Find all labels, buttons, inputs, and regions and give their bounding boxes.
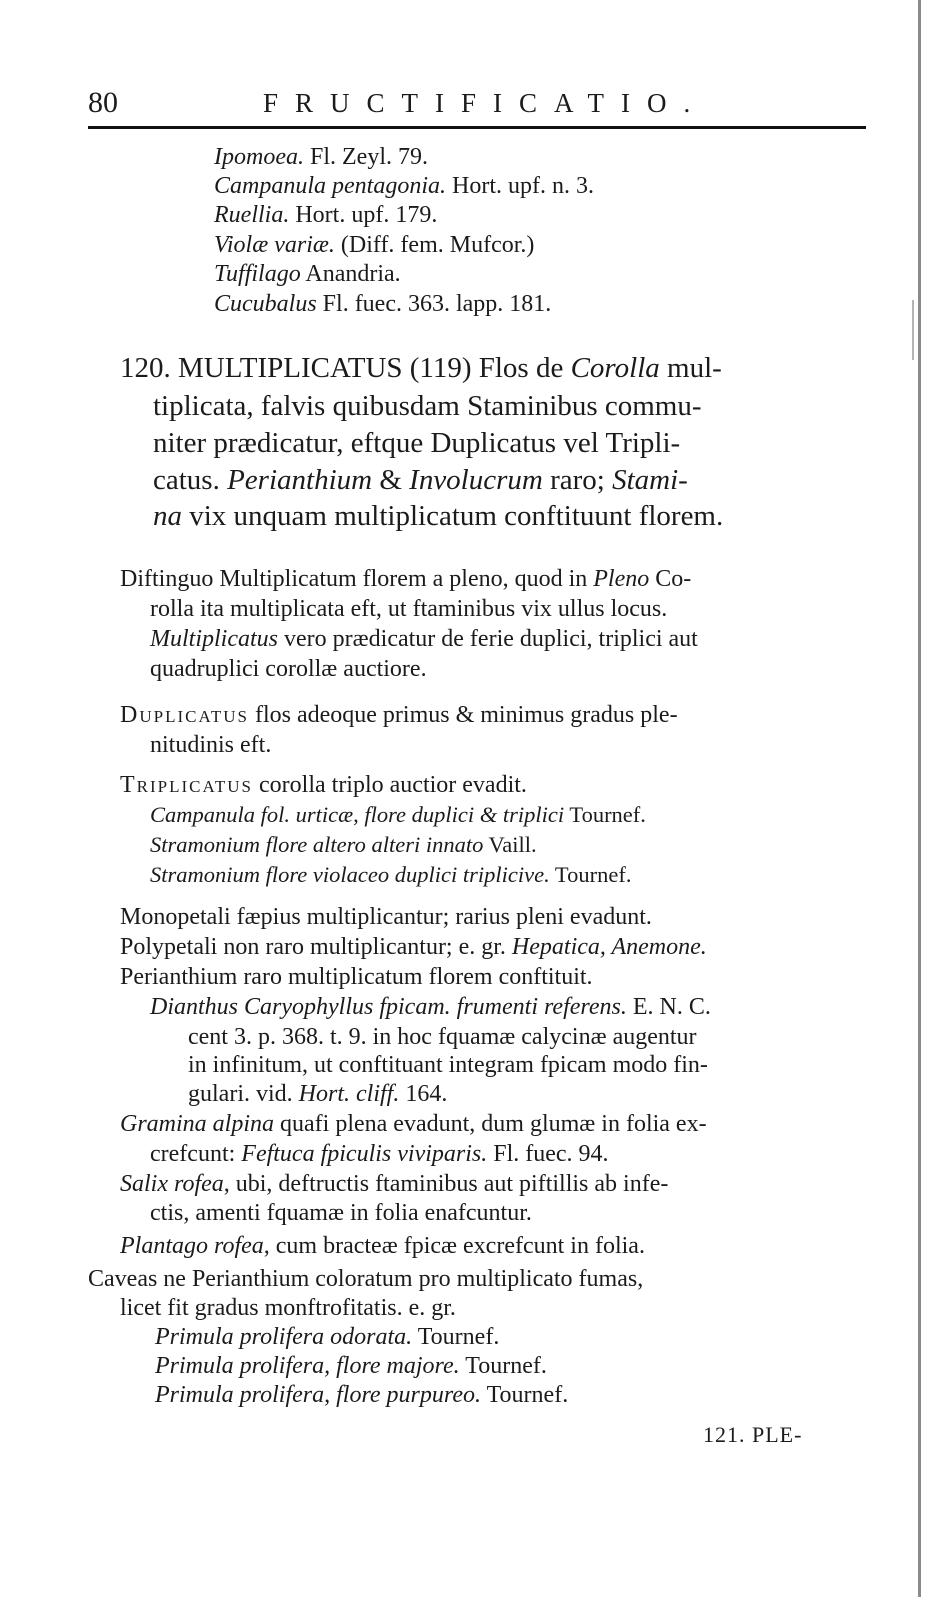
page-edge-rule [918, 0, 921, 1597]
distinguo-line [150, 656, 427, 683]
text-run: gulari. vid. [188, 1081, 299, 1107]
reference: Fl. Zeyl. 79. [303, 144, 428, 170]
text-run: Pleno [593, 566, 650, 592]
text-run: 120. MULTIPLICATUS (119) Flos de [120, 352, 571, 384]
distinguo-line [150, 596, 667, 623]
text-run: Primula prolifera odorata. [155, 1324, 413, 1350]
text-run: Monopetali fæpius multiplicantur; rarius pleni evadunt. [120, 904, 652, 930]
text-run: Vaill. [483, 832, 537, 857]
triplicatus-line [150, 862, 631, 888]
text-run: Stramonium flore altero alteri innato [150, 832, 484, 857]
duplicatus-line [120, 702, 678, 729]
text-run: cent 3. p. 368. t. 9. in hoc fquamæ calycinæ augentur [188, 1024, 697, 1050]
monopetali-line [120, 904, 652, 931]
section-120-line [153, 464, 688, 497]
text-run: , cum bracteæ fpicæ excrefcunt in folia. [263, 1233, 645, 1259]
section-120-line [153, 390, 702, 423]
section-120-line [153, 427, 680, 460]
text-run: raro; [542, 464, 613, 496]
text-run: Salix rofea [120, 1171, 224, 1197]
example-line [214, 202, 437, 229]
text-run: Tournef. [412, 1324, 500, 1350]
monopetali-line [120, 1171, 668, 1198]
triplicatus-line [150, 802, 646, 828]
genus-name: Violæ variæ. [214, 232, 335, 258]
text-run: quadruplici corollæ auctiore. [150, 656, 427, 682]
monopetali-line [120, 1233, 645, 1260]
monopetali-line [120, 964, 593, 991]
text-run: tiplicata, falvis quibusdam Staminibus commu- [153, 390, 702, 422]
text-run: Multiplicatus [150, 626, 278, 652]
text-run: Dianthus Caryophyllus fpicam. frumenti referens. [150, 994, 627, 1020]
text-run: Tournef. [564, 802, 646, 827]
section-120-line [120, 352, 722, 385]
monopetali-line [150, 994, 711, 1021]
text-run: Fl. fuec. 94. [487, 1141, 609, 1167]
page-number: 80 [88, 86, 118, 119]
text-run: Feftuca fpiculis viviparis. [241, 1141, 488, 1167]
text-run: Campanula fol. urticæ, flore duplici & triplici [150, 802, 565, 827]
reference: Hort. upf. n. 3. [446, 173, 594, 199]
caveas-line [155, 1324, 499, 1351]
page-edge-mark [912, 300, 914, 360]
text-run: Co- [649, 566, 692, 592]
example-line [214, 173, 594, 200]
monopetali-line [188, 1052, 708, 1079]
text-run: in infinitum, ut conftituant integram fpicam modo fin- [188, 1052, 708, 1078]
text-run: vix unquam multiplicatum conftituunt florem. [182, 500, 724, 532]
text-run: flos adeoque primus & minimus gradus ple- [248, 702, 678, 728]
caveas-line [120, 1295, 456, 1322]
text-run: & [372, 464, 410, 496]
genus-name: Cucubalus [214, 291, 317, 317]
text-run: corolla triplo auctior evadit. [253, 772, 527, 798]
text-run: Primula prolifera, flore purpureo. [155, 1382, 481, 1408]
text-run: vero prædicatur de ferie duplici, triplici aut [278, 626, 698, 652]
reference: Hort. upf. 179. [289, 202, 438, 228]
text-run: crefcunt: [150, 1141, 242, 1167]
text-run: Diftinguo Multiplicatum florem a pleno, quod in [120, 566, 594, 592]
text-run: Tournef. [549, 862, 632, 887]
text-run: catus. [153, 464, 228, 496]
text-run: licet fit gradus monftrofitatis. e. gr. [120, 1295, 456, 1321]
reference: (Diff. fem. Mufcor.) [334, 232, 535, 258]
monopetali-line [120, 1111, 707, 1138]
text-run: Perianthium [227, 464, 373, 496]
text-run: Stramonium flore violaceo duplici triplicive. [150, 862, 550, 887]
text-run: Primula prolifera, flore majore. [155, 1353, 460, 1379]
distinguo-line [120, 566, 691, 593]
text-run: E. N. C. [626, 994, 711, 1020]
triplicatus-line [150, 832, 537, 858]
text-run: Tournef. [481, 1382, 569, 1408]
reference: Fl. fuec. 363. lapp. 181. [316, 291, 552, 317]
text-run: Involucrum [409, 464, 543, 496]
text-run: na [153, 500, 182, 532]
text-run: ctis, amenti fquamæ in folia enafcuntur. [150, 1200, 532, 1226]
example-line [214, 291, 551, 318]
text-run: Triplicatus [120, 772, 254, 798]
genus-name: Tuffilago [214, 261, 301, 287]
page-header [88, 86, 868, 122]
example-line [214, 144, 428, 171]
text-run: Perianthium raro multiplicatum florem conftituit. [120, 964, 593, 990]
distinguo-line [150, 626, 698, 653]
text-run: Caveas ne Perianthium coloratum pro multiplicato fumas, [88, 1266, 644, 1292]
text-run: 164. [399, 1081, 448, 1107]
text-run: quafi plena evadunt, dum glumæ in folia ex- [274, 1111, 707, 1137]
caveas-line [155, 1353, 547, 1380]
monopetali-line [120, 934, 707, 961]
duplicatus-line [150, 732, 271, 759]
monopetali-line [188, 1081, 447, 1108]
text-run: Hort. cliff. [298, 1081, 400, 1107]
text-run: Duplicatus [120, 702, 249, 728]
text-run: Plantago rofea [120, 1233, 264, 1259]
monopetali-line [150, 1141, 609, 1168]
text-run: Tournef. [459, 1353, 547, 1379]
caveas-line [155, 1382, 568, 1409]
text-run: rolla ita multiplicata eft, ut ftaminibus vix ullus locus. [150, 596, 668, 622]
triplicatus-line [120, 772, 527, 799]
text-run: Polypetali non raro multiplicantur; e. gr. [120, 934, 512, 960]
text-run: Hepatica, Anemone. [511, 934, 707, 960]
reference: Anandria. [300, 261, 401, 287]
text-run: mul- [659, 352, 722, 384]
caveas-line [88, 1266, 643, 1293]
genus-name: Campanula pentagonia. [214, 173, 446, 199]
text-run: Corolla [570, 352, 660, 384]
genus-name: Ruellia. [214, 202, 290, 228]
running-title: FRUCTIFICATIO. [263, 88, 708, 118]
text-run: nitudinis eft. [150, 732, 272, 758]
text-run: niter prædicatur, eftque Duplicatus vel Tripli- [153, 427, 681, 459]
example-line [214, 232, 534, 259]
text-run: , ubi, deftructis ftaminibus aut piftillis ab infe- [223, 1171, 669, 1197]
monopetali-line [150, 1200, 532, 1227]
text-run: Gramina alpina [120, 1111, 275, 1137]
section-120-line [153, 500, 723, 533]
genus-name: Ipomoea. [214, 144, 304, 170]
catchword: 121. PLE- [703, 1422, 803, 1447]
monopetali-line [188, 1024, 697, 1051]
example-line [214, 261, 401, 288]
header-rule [88, 126, 866, 129]
text-run: Stami- [612, 464, 688, 496]
